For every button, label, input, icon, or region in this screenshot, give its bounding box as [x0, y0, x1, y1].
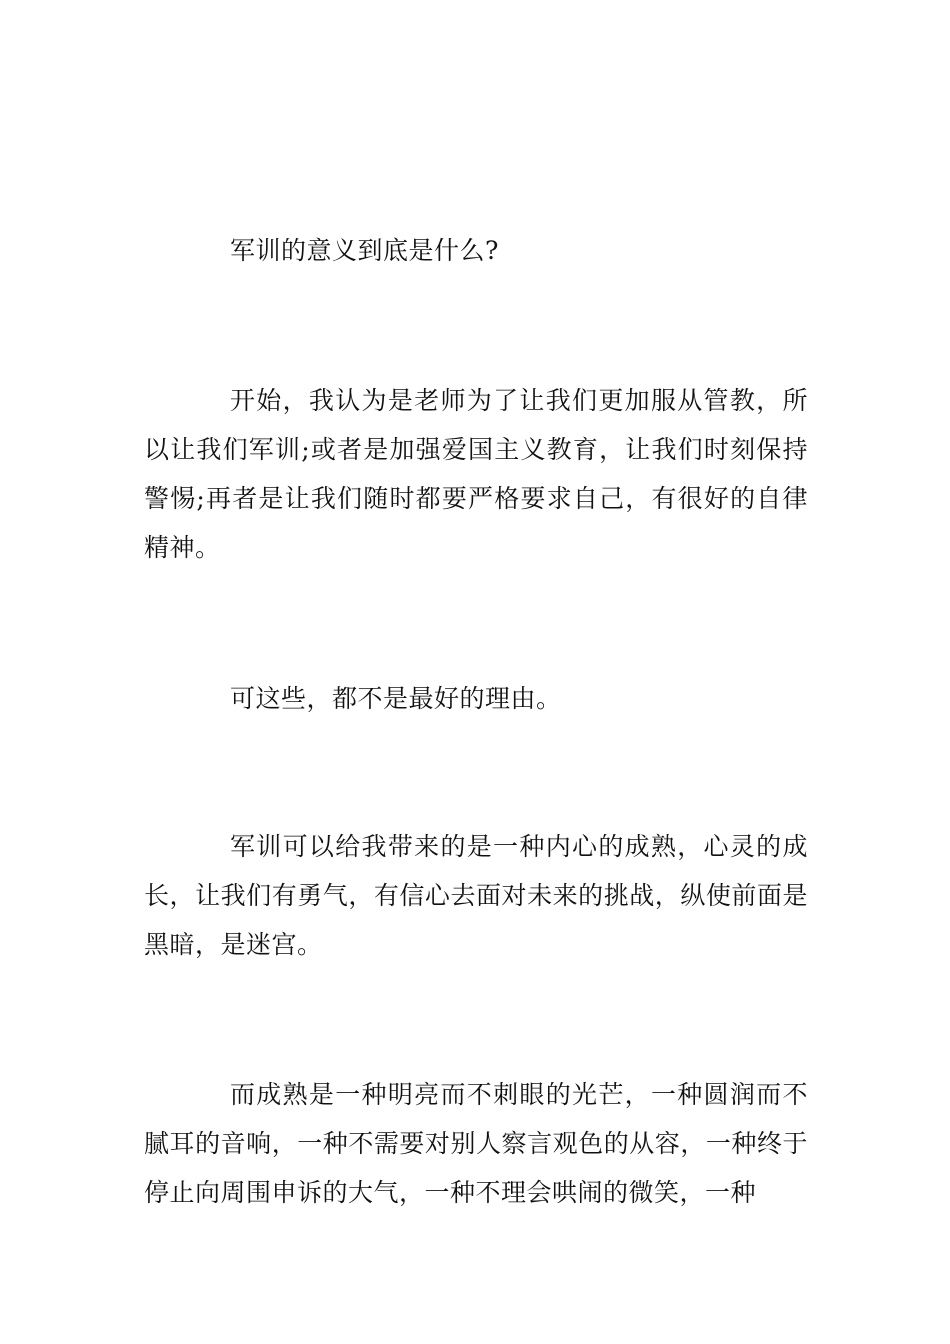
paragraph-not-best-reason: 可这些，都不是最好的理由。 — [230, 684, 562, 713]
paragraph-question: 军训的意义到底是什么? — [230, 236, 499, 265]
paragraph-initial-thoughts: 开始，我认为是老师为了让我们更加服从管教，所以让我们军训;或者是加强爱国主义教育，让我们时刻保持警惕;再者是让我们随时都要严格要求自己，有很好的自律精神。 — [144, 386, 808, 562]
paragraph-maturity-description: 而成熟是一种明亮而不刺眼的光芒，一种圆润而不腻耳的音响，一种不需要对别人察言观色的从容，一种终于停止向周围申诉的大气，一种不理会哄闹的微笑，一种 — [144, 1080, 808, 1207]
paragraph-maturity-growth: 军训可以给我带来的是一种内心的成熟，心灵的成长，让我们有勇气，有信心去面对未来的挑战，纵使前面是黑暗，是迷宫。 — [144, 832, 808, 959]
